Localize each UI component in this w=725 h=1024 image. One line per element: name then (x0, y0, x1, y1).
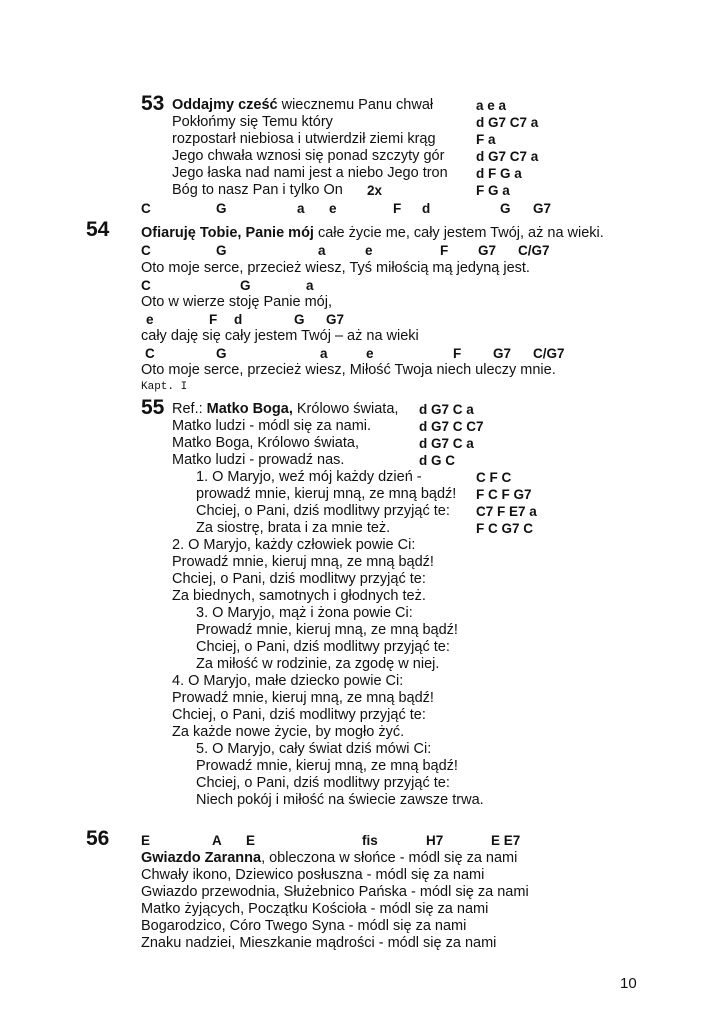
chord-label: E (141, 833, 151, 848)
song-title: Ofiaruję Tobie, Panie mój (141, 225, 314, 241)
song-line: Chciej, o Pani, dziś modlitwy przyjąć te: (172, 571, 426, 587)
chord-label: G7 (533, 201, 552, 216)
chord-label: a (306, 278, 314, 293)
song-line: Prowadź mnie, kieruj mną, ze mną bądź! (172, 690, 434, 706)
song-line (172, 97, 433, 114)
song-line: Matko ludzi - módl się za nami. (172, 418, 372, 434)
chord-label: C/G7 (518, 243, 550, 258)
song-line: 5. O Maryjo, cały świat dziś mówi Ci: (196, 741, 432, 757)
song-line: Oto moje serce, przecież wiesz, Miłość Twoja niech uleczy mnie. (141, 362, 556, 378)
chord-label: d (422, 201, 431, 216)
song-number: 53 (141, 92, 165, 115)
song-line: Prowadź mnie, kieruj mną, ze mną bądź! (172, 554, 434, 570)
chord-label: d G7 C7 a (476, 115, 539, 130)
song-line: rozpostarł niebiosa i utwierdził ziemi krąg (172, 131, 436, 147)
song-line-text: wiecznemu Panu chwał (277, 97, 434, 113)
chord-label: G (216, 243, 227, 258)
chord-label: F C G7 C (476, 521, 534, 536)
song-number: 56 (86, 827, 110, 850)
song-line: 2. O Maryjo, każdy człowiek powie Ci: (172, 537, 416, 553)
chord-label: G (216, 346, 227, 361)
song-line: Znaku nadziei, Mieszkanie mądrości - módl się za nami (141, 935, 497, 951)
chord-label: C (145, 346, 155, 361)
chord-label: fis (362, 833, 378, 848)
song-line: Matko żyjących, Początku Kościoła - módl się za nami (141, 901, 489, 917)
song-line: Za każde nowe życie, by mogło żyć. (172, 724, 405, 740)
song-title: Matko Boga, (206, 401, 293, 417)
refrain-label: Ref.: (172, 401, 207, 417)
chord-label: G7 (478, 243, 497, 258)
chord-label: d G7 C a (419, 402, 474, 417)
song-line: Matko ludzi - prowadź nas. (172, 452, 345, 468)
chord-label: F (393, 201, 402, 216)
song-line: Jego chwała wznosi się ponad szczyty gór (172, 148, 445, 164)
song-line: Bóg to nasz Pan i tylko On (172, 182, 343, 198)
chord-label: C7 F E7 a (476, 504, 537, 519)
chord-label: a e a (476, 98, 507, 113)
song-line: Za miłość w rodzinie, za zgodę w niej. (196, 656, 440, 672)
chord-label: C (141, 278, 151, 293)
chord-label: e (366, 346, 374, 361)
song-line: Pokłońmy się Temu który (172, 114, 333, 130)
chord-label: d G7 C a (419, 436, 474, 451)
song-line: Gwiazdo przewodnia, Służebnico Pańska - módl się za nami (141, 884, 529, 900)
song-line: 3. O Maryjo, mąż i żona powie Ci: (196, 605, 413, 621)
chord-label: d F G a (476, 166, 522, 181)
repeat-mark: 2x (367, 183, 383, 198)
chord-label: d G7 C7 a (476, 149, 539, 164)
chord-label: d G C (419, 453, 455, 468)
chord-label: F C F G7 (476, 487, 532, 502)
song-line: Oto w wierze stoję Panie mój, (141, 294, 332, 310)
chord-label: a (318, 243, 326, 258)
song-line (172, 401, 398, 418)
chord-label: G (294, 312, 305, 327)
song-line: Prowadź mnie, kieruj mną, ze mną bądź! (196, 622, 458, 638)
song-line: Za biednych, samotnych i głodnych też. (172, 588, 426, 604)
chord-label: C (141, 243, 151, 258)
song-line (141, 225, 604, 242)
chord-label: e (365, 243, 373, 258)
song-line: Za siostrę, brata i za mnie też. (196, 520, 391, 536)
chord-label: F (209, 312, 218, 327)
chord-label: E (246, 833, 256, 848)
song-number: 54 (86, 218, 110, 241)
song-line: Oto moje serce, przecież wiesz, Tyś miłością mą jedyną jest. (141, 260, 530, 276)
song-line: Prowadź mnie, kieruj mną, ze mną bądź! (196, 758, 458, 774)
chord-label: d (234, 312, 243, 327)
song-line: Niech pokój i miłość na świecie zawsze trwa. (196, 792, 484, 808)
capo-note: Kapt. I (141, 381, 188, 393)
chord-label: A (212, 833, 222, 848)
song-line: Bogarodzico, Córo Twego Syna - módl się za nami (141, 918, 467, 934)
chord-label: C/G7 (533, 346, 565, 361)
song-line: 4. O Maryjo, małe dziecko powie Ci: (172, 673, 404, 689)
song-line: Chciej, o Pani, dziś modlitwy przyjąć te: (196, 639, 450, 655)
song-line-text: , obleczona w słońce - módl się za nami (261, 850, 518, 866)
song-line: Jego łaska nad nami jest a niebo Jego tron (172, 165, 448, 181)
chord-label: F (453, 346, 462, 361)
song-line: Chciej, o Pani, dziś modlitwy przyjąć te: (172, 707, 426, 723)
chord-label: G (500, 201, 511, 216)
chord-label: a (320, 346, 328, 361)
page-number: 10 (620, 975, 637, 992)
song-line: Chciej, o Pani, dziś modlitwy przyjąć te: (196, 775, 450, 791)
song-line: cały daję się cały jestem Twój – aż na wieki (141, 328, 419, 344)
chord-label: H7 (426, 833, 444, 848)
chord-label: G7 (493, 346, 512, 361)
song-line: 1. O Maryjo, weź mój każdy dzień - (196, 469, 422, 485)
song-line-text: całe życie me, cały jestem Twój, aż na wieki. (313, 225, 604, 241)
chord-label: F G a (476, 183, 510, 198)
song-line: prowadź mnie, kieruj mną, ze mną bądź! (196, 486, 457, 502)
chord-label: G (240, 278, 251, 293)
chord-label: C (141, 201, 151, 216)
song-number: 55 (141, 396, 165, 419)
song-title: Gwiazdo Zaranna (141, 850, 262, 866)
song-line (141, 850, 517, 867)
chord-label: C F C (476, 470, 512, 485)
song-line: Chciej, o Pani, dziś modlitwy przyjąć te: (196, 503, 450, 519)
song-line-text: Królowo świata, (292, 401, 399, 417)
chord-label: G (216, 201, 227, 216)
chord-label: F (440, 243, 449, 258)
song-line: Matko Boga, Królowo świata, (172, 435, 359, 451)
chord-label: d G7 C C7 (419, 419, 484, 434)
chord-label: F a (476, 132, 496, 147)
chord-label: E E7 (491, 833, 521, 848)
chord-label: G7 (326, 312, 345, 327)
chord-label: e (329, 201, 337, 216)
song-line: Chwały ikono, Dziewico posłuszna - módl się za nami (141, 867, 485, 883)
song-title: Oddajmy cześć (172, 97, 278, 113)
chord-label: e (146, 312, 154, 327)
chord-label: a (297, 201, 305, 216)
